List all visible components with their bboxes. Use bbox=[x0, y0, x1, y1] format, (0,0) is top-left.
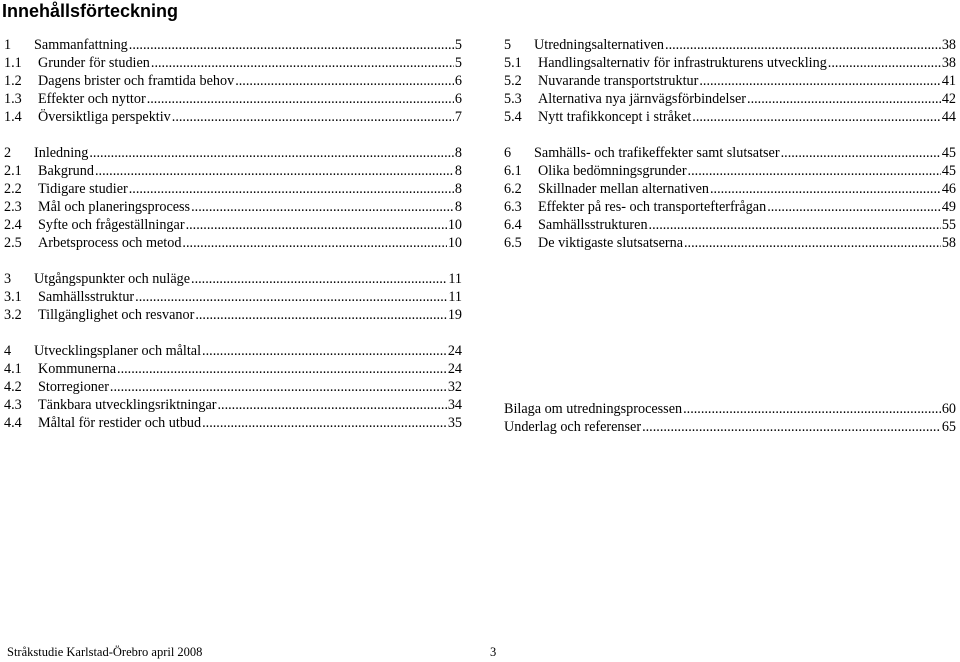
toc-entry-page: 46 bbox=[941, 181, 956, 197]
toc-entry[interactable] bbox=[4, 90, 462, 108]
toc-entry-number: 6 bbox=[504, 145, 512, 161]
toc-entry[interactable] bbox=[4, 162, 462, 180]
toc-entry-page: 11 bbox=[448, 289, 462, 305]
toc-entry[interactable] bbox=[4, 306, 462, 324]
toc-entry-number: 2.5 bbox=[4, 235, 22, 251]
toc-entry-page: 24 bbox=[447, 361, 462, 377]
toc-entry-page: 10 bbox=[447, 235, 462, 251]
toc-entry-number: 5.4 bbox=[504, 109, 522, 125]
toc-entry[interactable] bbox=[504, 216, 956, 234]
toc-dot-leader bbox=[186, 216, 447, 234]
toc-dot-leader bbox=[692, 108, 941, 126]
toc-entry-page: 44 bbox=[941, 109, 956, 125]
toc-entry-page: 35 bbox=[447, 415, 462, 431]
toc-entry-page: 5 bbox=[454, 37, 462, 53]
page-title: Innehållsförteckning bbox=[2, 1, 179, 21]
toc-entry-title: Tidigare studier bbox=[38, 181, 128, 197]
toc-appendix bbox=[504, 400, 956, 440]
toc-entry-title: Samhällsstrukturen bbox=[538, 217, 648, 233]
toc-entry[interactable] bbox=[4, 288, 462, 306]
toc-entry[interactable] bbox=[4, 144, 462, 162]
toc-dot-leader bbox=[172, 108, 454, 126]
toc-entry-number: 4.4 bbox=[4, 415, 22, 431]
toc-dot-leader bbox=[202, 342, 447, 360]
toc-entry[interactable] bbox=[504, 90, 956, 108]
footer-page-number: 3 bbox=[490, 645, 497, 659]
toc-dot-leader bbox=[649, 216, 941, 234]
toc-entry-title: Arbetsprocess och metod bbox=[38, 235, 182, 251]
toc-entry[interactable] bbox=[4, 378, 462, 396]
toc-entry[interactable] bbox=[4, 108, 462, 126]
toc-entry-title: Mål och planeringsprocess bbox=[38, 199, 191, 215]
toc-entry-title: Bilaga om utredningsprocessen bbox=[504, 401, 683, 417]
toc-entry-number: 4.1 bbox=[4, 361, 22, 377]
toc-dot-leader bbox=[684, 234, 941, 252]
toc-dot-leader bbox=[217, 396, 446, 414]
toc-entry-title: Underlag och referenser bbox=[504, 419, 642, 435]
toc-dot-leader bbox=[781, 144, 941, 162]
toc-entry-title: Sammanfattning bbox=[34, 37, 128, 53]
toc-dot-leader bbox=[665, 36, 941, 54]
toc-entry-title: Syfte och frågeställningar bbox=[38, 217, 185, 233]
toc-entry-page: 45 bbox=[941, 163, 956, 179]
toc-entry-page: 8 bbox=[454, 199, 462, 215]
toc-entry-page: 11 bbox=[448, 271, 462, 287]
toc-dot-leader bbox=[235, 72, 454, 90]
toc-dot-leader bbox=[767, 198, 941, 216]
toc-entry[interactable] bbox=[4, 396, 462, 414]
toc-dot-leader bbox=[747, 90, 941, 108]
toc-entry-page: 58 bbox=[941, 235, 956, 251]
toc-entry-title: Bakgrund bbox=[38, 163, 94, 179]
toc-entry-number: 3.1 bbox=[4, 289, 22, 305]
toc-entry-title: Effekter på res- och transportefterfrågan bbox=[538, 199, 767, 215]
toc-entry-title: Tänkbara utvecklingsriktningar bbox=[38, 397, 217, 413]
toc-dot-leader bbox=[117, 360, 447, 378]
toc-entry[interactable] bbox=[4, 342, 462, 360]
toc-entry-title: Skillnader mellan alternativen bbox=[538, 181, 709, 197]
toc-entry-number: 5.3 bbox=[504, 91, 522, 107]
toc-entry[interactable] bbox=[504, 400, 956, 418]
toc-entry-title: Inledning bbox=[34, 145, 89, 161]
toc-entry[interactable] bbox=[4, 270, 462, 288]
toc-entry-title: Alternativa nya järnvägsförbindelser bbox=[538, 91, 747, 107]
toc-entry[interactable] bbox=[504, 162, 956, 180]
toc-dot-leader bbox=[129, 36, 454, 54]
toc-dot-leader bbox=[110, 378, 447, 396]
toc-dot-leader bbox=[202, 414, 447, 432]
toc-entry-number: 2.4 bbox=[4, 217, 22, 233]
toc-entry-number: 1.4 bbox=[4, 109, 22, 125]
toc-entry-number: 1.2 bbox=[4, 73, 22, 89]
toc-entry-title: Nuvarande transportstruktur bbox=[538, 73, 699, 89]
toc-entry-title: Handlingsalternativ för infrastrukturens utveckling bbox=[538, 55, 827, 71]
toc-entry-number: 1.1 bbox=[4, 55, 22, 71]
toc-entry[interactable] bbox=[504, 72, 956, 90]
toc-entry-page: 19 bbox=[447, 307, 462, 323]
toc-entry[interactable] bbox=[504, 36, 956, 54]
toc-entry-page: 55 bbox=[941, 217, 956, 233]
toc-entry[interactable] bbox=[4, 72, 462, 90]
toc-entry-page: 7 bbox=[454, 109, 462, 125]
toc-dot-leader bbox=[683, 400, 941, 418]
toc-entry[interactable] bbox=[4, 54, 462, 72]
toc-entry-number: 1.3 bbox=[4, 91, 22, 107]
toc-right-column bbox=[504, 36, 956, 276]
toc-entry-number: 2.3 bbox=[4, 199, 22, 215]
toc-entry-title: Måltal för restider och utbud bbox=[38, 415, 202, 431]
toc-entry-title: De viktigaste slutsatserna bbox=[538, 235, 683, 251]
toc-entry-number: 2 bbox=[4, 145, 12, 161]
toc-entry-number: 6.5 bbox=[504, 235, 522, 251]
toc-entry-number: 1 bbox=[4, 37, 12, 53]
toc-entry-title: Utgångspunkter och nuläge bbox=[34, 271, 191, 287]
toc-entry-number: 2.2 bbox=[4, 181, 22, 197]
toc-entry[interactable] bbox=[4, 36, 462, 54]
toc-entry[interactable] bbox=[504, 418, 956, 436]
toc-entry-title: Kommunerna bbox=[38, 361, 117, 377]
toc-entry[interactable] bbox=[504, 108, 956, 126]
toc-entry-number: 3.2 bbox=[4, 307, 22, 323]
toc-entry-number: 6.3 bbox=[504, 199, 522, 215]
toc-entry-page: 45 bbox=[941, 145, 956, 161]
toc-entry-title: Utvecklingsplaner och måltal bbox=[34, 343, 202, 359]
toc-entry-page: 32 bbox=[447, 379, 462, 395]
toc-dot-leader bbox=[699, 72, 940, 90]
toc-entry[interactable] bbox=[4, 180, 462, 198]
toc-entry[interactable] bbox=[4, 360, 462, 378]
toc-entry-number: 5.2 bbox=[504, 73, 522, 89]
toc-entry-page: 38 bbox=[941, 37, 956, 53]
toc-entry-page: 5 bbox=[454, 55, 462, 71]
toc-dot-leader bbox=[151, 54, 454, 72]
toc-dot-leader bbox=[710, 180, 941, 198]
toc-entry-page: 8 bbox=[454, 145, 462, 161]
toc-left-column bbox=[4, 36, 462, 436]
toc-entry-title: Effekter och nyttor bbox=[38, 91, 146, 107]
toc-entry[interactable] bbox=[504, 180, 956, 198]
toc-entry-title: Samhälls- och trafikeffekter samt slutsatser bbox=[534, 145, 780, 161]
toc-entry-page: 8 bbox=[454, 181, 462, 197]
toc-entry-page: 8 bbox=[454, 163, 462, 179]
toc-entry-page: 10 bbox=[447, 217, 462, 233]
toc-entry-page: 38 bbox=[941, 55, 956, 71]
toc-entry-page: 24 bbox=[447, 343, 462, 359]
toc-entry-number: 2.1 bbox=[4, 163, 22, 179]
toc-entry-number: 3 bbox=[4, 271, 12, 287]
toc-entry[interactable] bbox=[4, 414, 462, 432]
toc-entry-title: Översiktliga perspektiv bbox=[38, 109, 171, 125]
toc-entry[interactable] bbox=[4, 234, 462, 252]
toc-dot-leader bbox=[129, 180, 454, 198]
toc-entry-number: 4.3 bbox=[4, 397, 22, 413]
toc-entry-title: Nytt trafikkoncept i stråket bbox=[538, 109, 692, 125]
toc-dot-leader bbox=[195, 306, 447, 324]
toc-dot-leader bbox=[642, 418, 941, 436]
toc-entry-page: 6 bbox=[454, 91, 462, 107]
toc-entry-number: 5 bbox=[504, 37, 512, 53]
toc-entry-page: 49 bbox=[941, 199, 956, 215]
toc-entry-title: Utredningsalternativen bbox=[534, 37, 665, 53]
toc-dot-leader bbox=[89, 144, 454, 162]
toc-entry[interactable] bbox=[4, 216, 462, 234]
toc-entry-number: 6.1 bbox=[504, 163, 522, 179]
toc-entry-number: 4 bbox=[4, 343, 12, 359]
toc-entry-title: Dagens brister och framtida behov bbox=[38, 73, 235, 89]
toc-entry-number: 4.2 bbox=[4, 379, 22, 395]
toc-entry[interactable] bbox=[504, 54, 956, 72]
toc-entry-number: 6.4 bbox=[504, 217, 522, 233]
toc-entry[interactable] bbox=[504, 234, 956, 252]
toc-entry-title: Olika bedömningsgrunder bbox=[538, 163, 687, 179]
toc-entry-number: 6.2 bbox=[504, 181, 522, 197]
toc-dot-leader bbox=[688, 162, 941, 180]
toc-entry-page: 41 bbox=[941, 73, 956, 89]
toc-entry-page: 60 bbox=[941, 401, 956, 417]
toc-dot-leader bbox=[95, 162, 454, 180]
toc-entry[interactable] bbox=[4, 198, 462, 216]
toc-entry-page: 34 bbox=[447, 397, 462, 413]
toc-dot-leader bbox=[191, 270, 447, 288]
toc-entry[interactable] bbox=[504, 144, 956, 162]
toc-dot-leader bbox=[191, 198, 454, 216]
toc-dot-leader bbox=[182, 234, 446, 252]
toc-entry-title: Grunder för studien bbox=[38, 55, 150, 71]
toc-entry-title: Samhällsstruktur bbox=[38, 289, 135, 305]
toc-entry-page: 65 bbox=[941, 419, 956, 435]
toc-entry-title: Tillgänglighet och resvanor bbox=[38, 307, 195, 323]
toc-entry-number: 5.1 bbox=[504, 55, 522, 71]
toc-dot-leader bbox=[135, 288, 447, 306]
footer-document-title: Stråkstudie Karlstad-Örebro april 2008 bbox=[7, 645, 203, 659]
toc-dot-leader bbox=[147, 90, 454, 108]
toc-entry-page: 6 bbox=[454, 73, 462, 89]
toc-entry-page: 42 bbox=[941, 91, 956, 107]
toc-entry-title: Storregioner bbox=[38, 379, 109, 395]
toc-dot-leader bbox=[828, 54, 941, 72]
toc-entry[interactable] bbox=[504, 198, 956, 216]
